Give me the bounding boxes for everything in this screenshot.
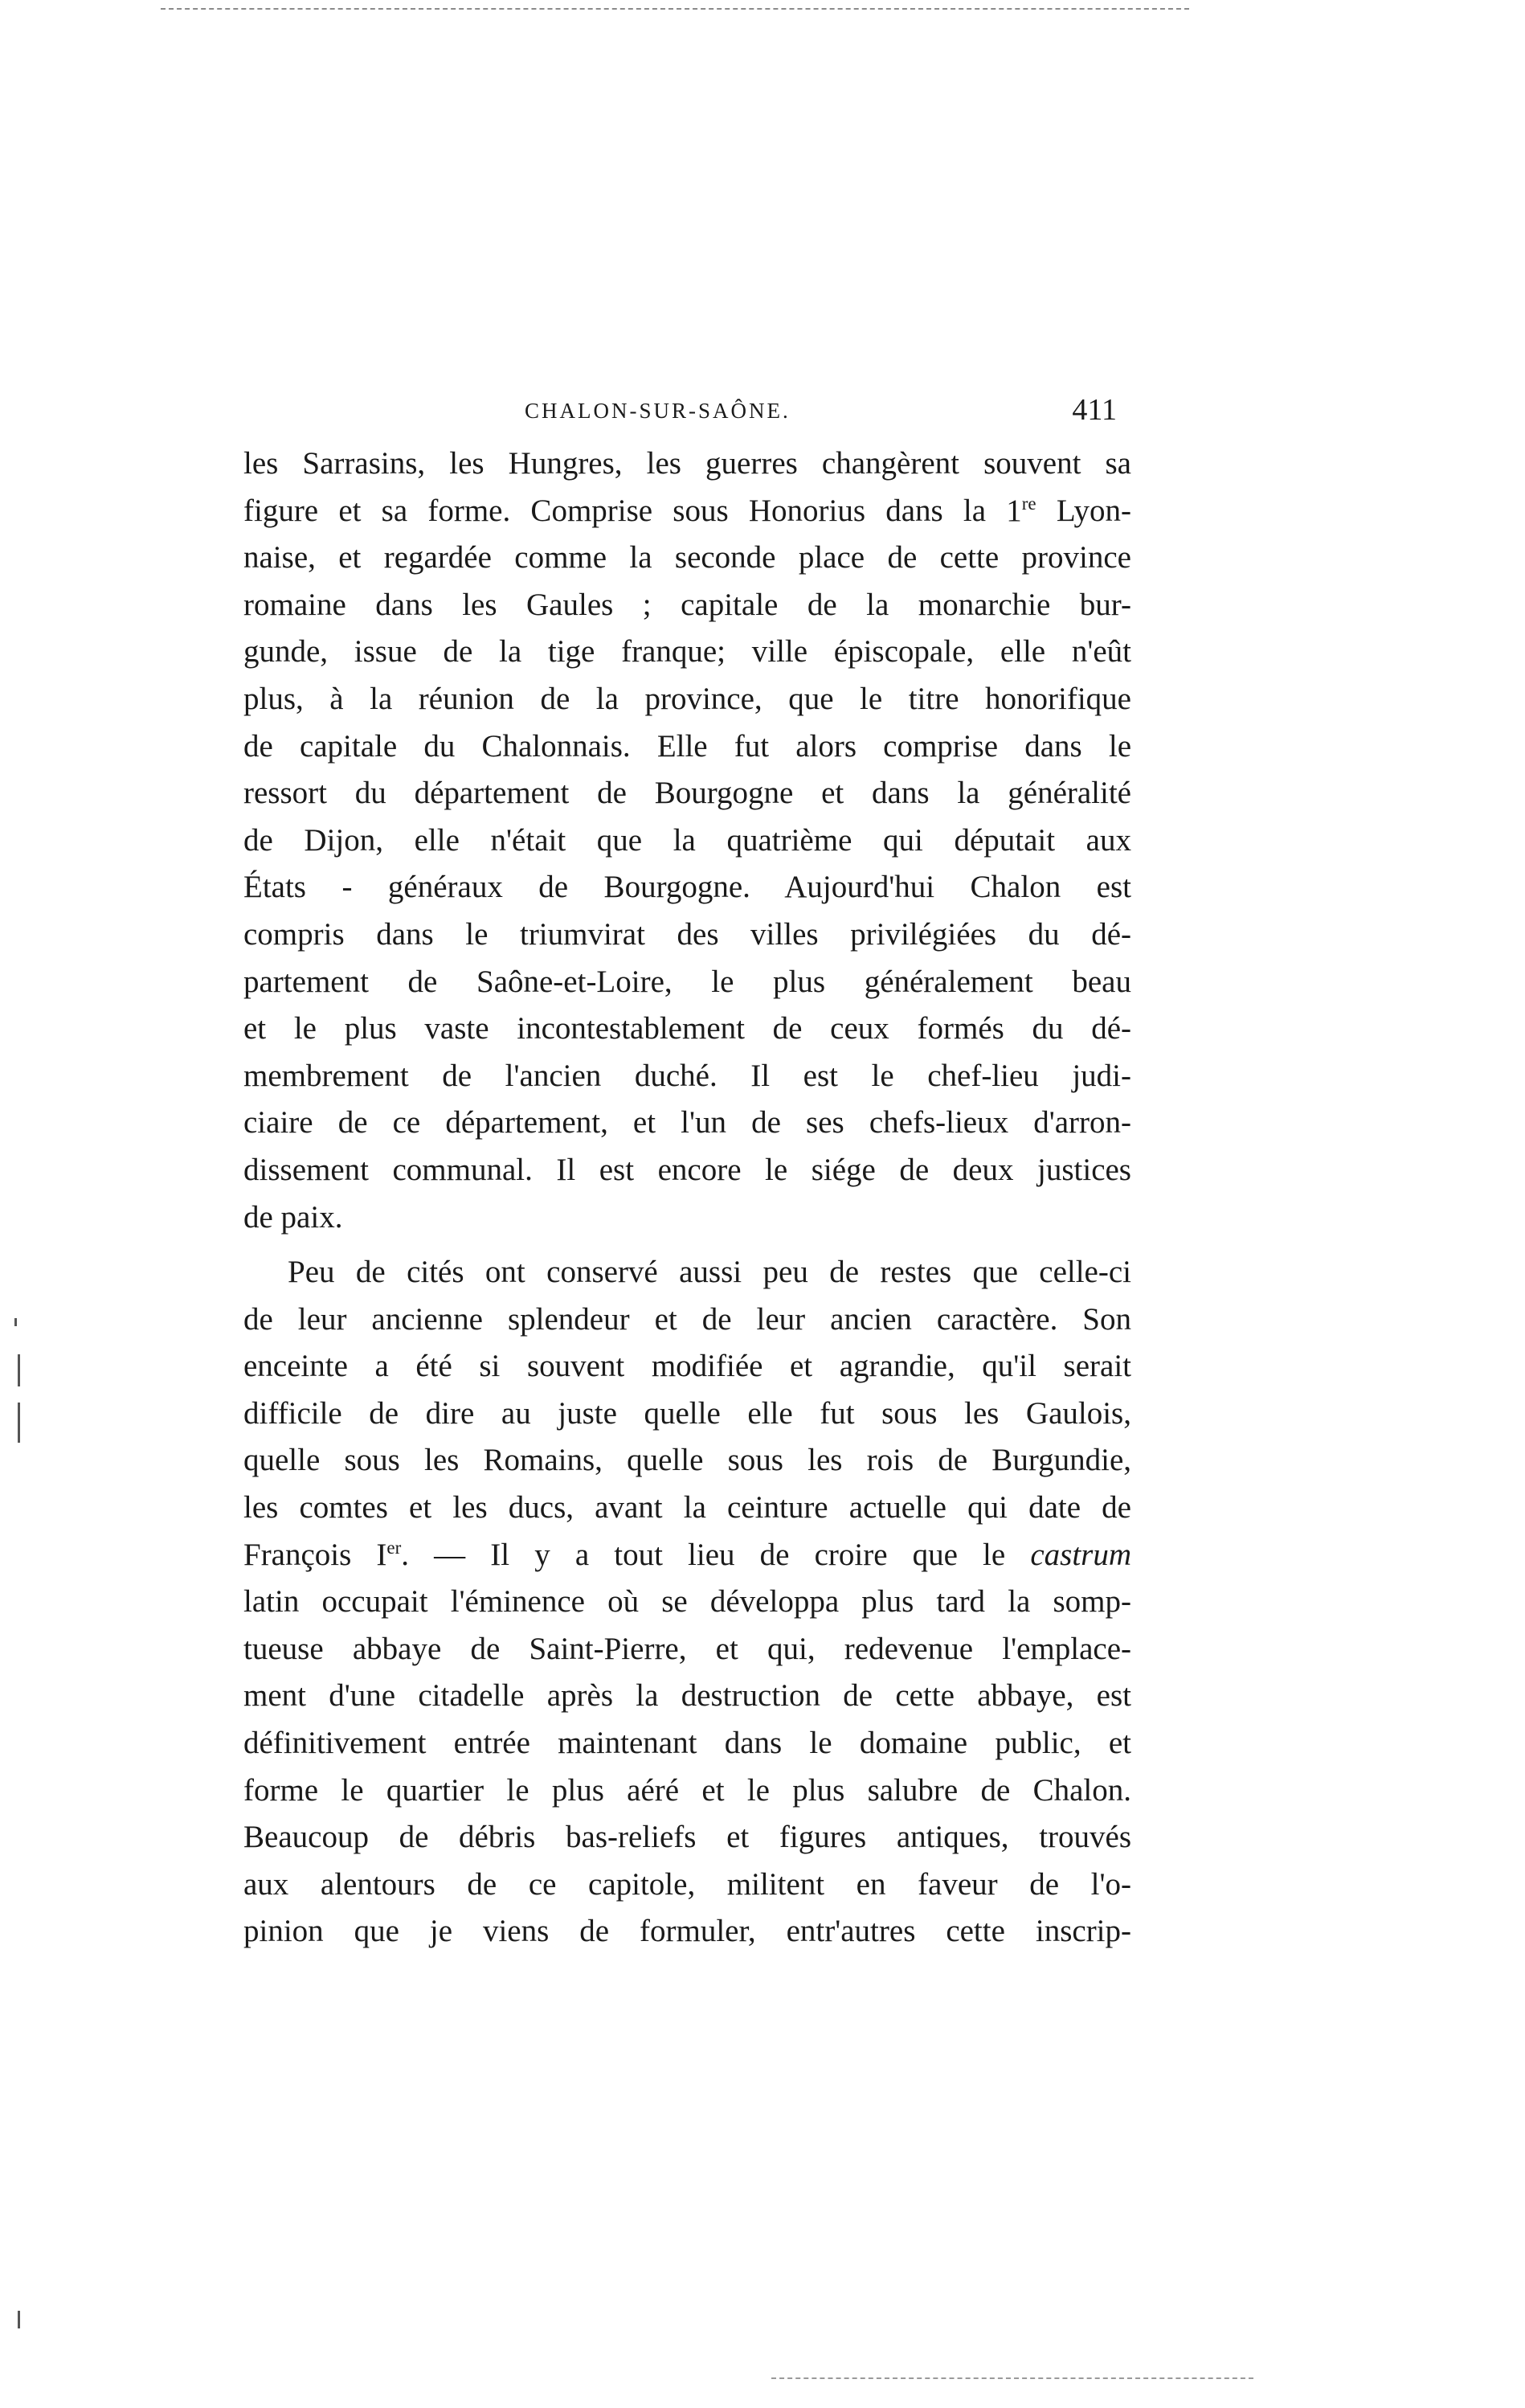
text-line: les comtes et les ducs, avant la ceinture actuelle qui date de — [243, 1490, 1131, 1525]
scan-top-edge-rule — [161, 8, 1189, 10]
superscript: re — [1021, 493, 1036, 514]
text-line: latin occupait l'éminence où se développa plus tard la somp- — [243, 1584, 1131, 1620]
running-title: CHALON-SUR-SAÔNE. — [525, 399, 791, 423]
text-line: Peu de cités ont conservé aussi peu de restes que celle-ci — [288, 1255, 1131, 1290]
text-line: quelle sous les Romains, quelle sous les rois de Burgundie, — [243, 1443, 1131, 1478]
text-line: définitivement entrée maintenant dans le domaine public, et — [243, 1726, 1131, 1761]
text-line: difficile de dire au juste quelle elle fut sous les Gaulois, — [243, 1395, 1131, 1431]
italic-term: castrum — [1030, 1537, 1131, 1572]
text-line: compris dans le triumvirat des villes privilégiées du dé- — [243, 916, 1131, 952]
text-line: aux alentours de ce capitole, militent en faveur de l'o- — [243, 1866, 1131, 1902]
text-line: ciaire de ce département, et l'un de ses chefs-lieux d'arron- — [243, 1105, 1131, 1141]
text-line: de capitale du Chalonnais. Elle fut alors comprise dans le — [243, 728, 1131, 764]
text-line: de Dijon, elle n'était que la quatrième qui députait aux — [243, 822, 1131, 858]
text-line: ment d'une citadelle après la destruction de cette abbaye, est — [243, 1678, 1131, 1714]
paragraph-1 — [243, 440, 1131, 1241]
page-number: 411 — [1072, 393, 1117, 427]
text-line: partement de Saône-et-Loire, le plus généralement beau — [243, 964, 1131, 999]
text-line: pinion que je viens de formuler, entr'autres cette inscrip- — [243, 1914, 1131, 1949]
margin-mark — [18, 1403, 20, 1443]
scan-bottom-edge-rule — [771, 2377, 1253, 2379]
text-line: enceinte a été si souvent modifiée et agrandie, qu'il serait — [243, 1349, 1131, 1384]
text-line: naise, et regardée comme la seconde place de cette province — [243, 540, 1131, 575]
margin-mark — [18, 2311, 20, 2328]
text-line: les Sarrasins, les Hungres, les guerres changèrent souvent sa — [243, 446, 1131, 481]
text-line: et le plus vaste incontestablement de ceux formés du dé- — [243, 1011, 1131, 1046]
text-line: de paix. — [243, 1199, 343, 1235]
text-line: membrement de l'ancien duché. Il est le chef-lieu judi- — [243, 1058, 1131, 1093]
text-line: François Ier. — Il y a tout lieu de croire que le castrum — [243, 1537, 1131, 1572]
text-line: tueuse abbaye de Saint-Pierre, et qui, redevenue l'emplace- — [243, 1631, 1131, 1666]
running-head — [241, 392, 1117, 440]
paragraph-2 — [243, 1249, 1131, 1955]
text-line: figure et sa forme. Comprise sous Honorius dans la 1re Lyon- — [243, 493, 1131, 528]
text-line: de leur ancienne splendeur et de leur ancien caractère. Son — [243, 1301, 1131, 1337]
text-line: dissement communal. Il est encore le siége de deux justices — [243, 1152, 1131, 1187]
text-line: gunde, issue de la tige franque; ville épiscopale, elle n'eût — [243, 634, 1131, 670]
text-line: États - généraux de Bourgogne. Aujourd'hui Chalon est — [243, 870, 1131, 905]
text-line: romaine dans les Gaules ; capitale de la monarchie bur- — [243, 587, 1131, 622]
margin-mark — [18, 1354, 20, 1386]
margin-mark — [14, 1318, 17, 1326]
body-text — [243, 440, 1131, 1955]
text-line: forme le quartier le plus aéré et le plus salubre de Chalon. — [243, 1772, 1131, 1808]
text-line: Beaucoup de débris bas-reliefs et figures antiques, trouvés — [243, 1820, 1131, 1855]
superscript: er — [386, 1537, 402, 1558]
text-line: plus, à la réunion de la province, que le titre honorifique — [243, 681, 1131, 716]
text-line: ressort du département de Bourgogne et dans la généralité — [243, 776, 1131, 811]
